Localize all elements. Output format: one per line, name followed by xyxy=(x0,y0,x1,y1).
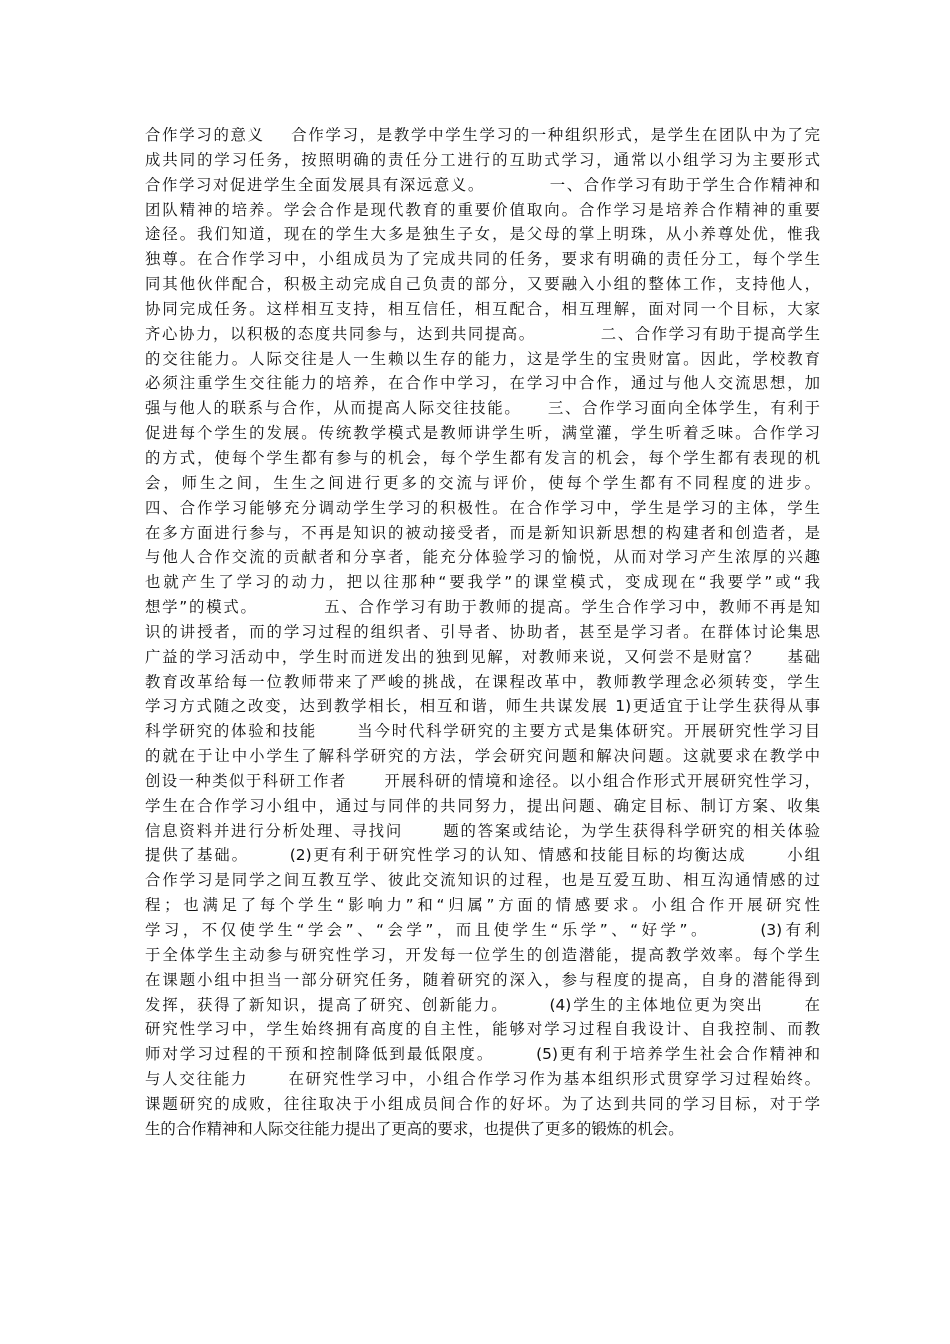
text-line: 师对学习过程的干预和控制降低到最低限度。 (5)更有利于培养学生社会合作精神和 xyxy=(145,1045,820,1064)
text-line: 于全体学生主动参与研究性学习，开发每一位学生的创造潜能，提高教学效率。每个学生 xyxy=(145,945,820,964)
text-line: 学生在合作学习小组中，通过与同伴的共同努力，提出问题、确定目标、制订方案、收集 xyxy=(145,796,820,815)
text-line: 的交往能力。人际交往是人一生赖以生存的能力，这是学生的宝贵财富。因此，学校教育 xyxy=(145,349,820,368)
text-line: 齐心协力，以积极的态度共同参与，达到共同提高。 二、合作学习有助于提高学生 xyxy=(145,324,820,343)
text-line: 独尊。在合作学习中，小组成员为了完成共同的任务，要求有明确的责任分工，每个学生 xyxy=(145,250,820,269)
text-line: 在多方面进行参与，不再是知识的被动接受者，而是新知识新思想的构建者和创造者，是 xyxy=(145,523,820,542)
text-line: 与人交往能力 在研究性学习中，小组合作学习作为基本组织形式贯穿学习过程始终。 xyxy=(145,1070,820,1089)
body-text xyxy=(145,123,820,1142)
text-line: 四、合作学习能够充分调动学生学习的积极性。在合作学习中，学生是学习的主体，学生 xyxy=(145,498,820,517)
text-line: 强与他人的联系与合作，从而提高人际交往技能。 三、合作学习面向全体学生，有利于 xyxy=(145,399,820,418)
text-line: 在课题小组中担当一部分研究任务，随着研究的深入，参与程度的提高，自身的潜能得到 xyxy=(145,970,820,989)
text-line: 想学”的模式。 五、合作学习有助于教师的提高。学生合作学习中，教师不再是知 xyxy=(145,598,820,617)
text-line: 与他人合作交流的贡献者和分享者，能充分体验学习的愉悦，从而对学习产生浓厚的兴趣 xyxy=(145,548,820,567)
text-line: 教育改革给每一位教师带来了严峻的挑战，在课程改革中，教师教学理念必须转变，学生 xyxy=(145,672,820,691)
text-line: 促进每个学生的发展。传统教学模式是教师讲学生听，满堂灌，学生听着乏味。合作学习 xyxy=(145,424,820,443)
text-line: 提供了基础。 (2)更有利于研究性学习的认知、情感和技能目标的均衡达成 小组 xyxy=(145,846,820,865)
text-line: 课题研究的成败，往往取决于小组成员间合作的好坏。为了达到共同的学习目标，对于学 xyxy=(145,1094,820,1113)
text-line: 信息资料并进行分析处理、寻找问 题的答案或结论，为学生获得科学研究的相关体验 xyxy=(145,821,820,840)
text-line: 识的讲授者，而的学习过程的组织者、引导者、协助者，甚至是学习者。在群体讨论集思 xyxy=(145,622,820,641)
text-line: 学习，不仅使学生“学会”、“会学”，而且使学生“乐学”、“好学”。 (3)有利 xyxy=(145,921,820,939)
text-line: 的就在于让中小学生了解科学研究的方法，学会研究问题和解决问题。这就要求在教学中 xyxy=(145,747,820,766)
text-line: 的方式，使每个学生都有参与的机会，每个学生都有发言的机会，每个学生都有表现的机 xyxy=(145,448,820,467)
text-line: 途径。我们知道，现在的学生大多是独生子女，是父母的掌上明珠，从小养尊处优，惟我 xyxy=(145,225,820,244)
text-line: 团队精神的培养。学会合作是现代教育的重要价值取向。合作学习是培养合作精神的重要 xyxy=(145,200,820,219)
text-line: 广益的学习活动中，学生时而迸发出的独到见解，对教师来说，又何尝不是财富？ 基础 xyxy=(145,647,820,666)
text-line: 合作学习是同学之间互教互学、彼此交流知识的过程，也是互爱互助、相互沟通情感的过 xyxy=(145,871,820,890)
text-line: 也就产生了学习的动力，把以往那种“要我学”的课堂模式，变成现在“我要学”或“我 xyxy=(145,573,820,592)
text-line: 生的合作精神和人际交往能力提出了更高的要求，也提供了更多的锻炼的机会。 xyxy=(145,1119,684,1138)
text-line: 必须注重学生交往能力的培养，在合作中学习，在学习中合作，通过与他人交流思想，加 xyxy=(145,374,820,393)
text-line: 合作学习的意义 合作学习，是教学中学生学习的一种组织形式，是学生在团队中为了完 xyxy=(145,126,820,144)
text-line: 程；也满足了每个学生“影响力”和“归属”方面的情感要求。小组合作开展研究性 xyxy=(145,896,820,915)
text-line: 会，师生之间，生生之间进行更多的交流与评价，使每个学生都有不同程度的进步。 xyxy=(145,473,820,492)
text-line: 研究性学习中，学生始终拥有高度的自主性，能够对学习过程自我设计、自我控制、而教 xyxy=(145,1020,820,1039)
text-line: 合作学习对促进学生全面发展具有深远意义。 一、合作学习有助于学生合作精神和 xyxy=(145,175,820,194)
text-line: 协同完成任务。这样相互支持，相互信任，相互配合，相互理解，面对同一个目标，大家 xyxy=(145,299,820,318)
text-line: 同其他伙伴配合，积极主动完成自己负责的部分，又要融入小组的整体工作，支持他人， xyxy=(145,275,820,294)
text-line: 创设一种类似于科研工作者 开展科研的情境和途径。以小组合作形式开展研究性学习， xyxy=(145,771,820,790)
text-line: 成共同的学习任务，按照明确的责任分工进行的互助式学习，通常以小组学习为主要形式 xyxy=(145,150,820,169)
text-line: 发挥，获得了新知识，提高了研究、创新能力。 (4)学生的主体地位更为突出 在 xyxy=(145,995,820,1014)
text-line: 学习方式随之改变，达到教学相长，相互和谐，师生共谋发展 1)更适宜于让学生获得从事 xyxy=(145,697,820,716)
text-line: 科学研究的体验和技能 当今时代科学研究的主要方式是集体研究。开展研究性学习目 xyxy=(145,722,820,741)
